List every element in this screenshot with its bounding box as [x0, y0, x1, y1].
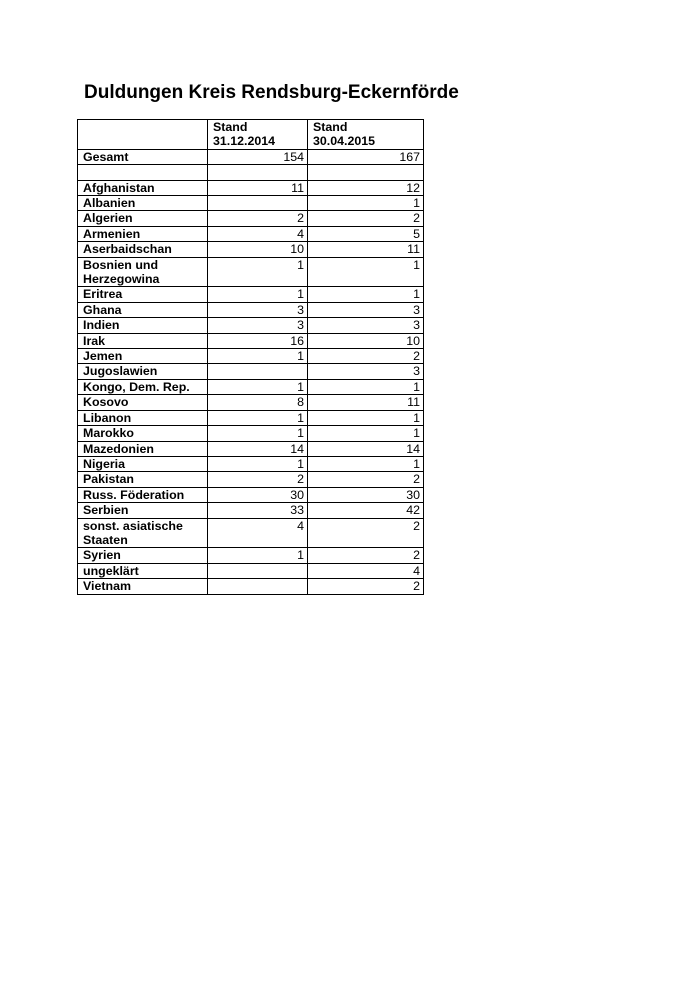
count-2015-cell: 2	[308, 518, 424, 548]
header-stand-2014-date: 31.12.2014	[213, 134, 276, 149]
count-2015-cell: 11	[308, 395, 424, 410]
table-row	[78, 579, 424, 594]
count-2014-cell	[208, 196, 308, 211]
table-row	[78, 441, 424, 456]
table-row	[78, 548, 424, 563]
header-stand-2014	[208, 120, 308, 150]
header-stand-2015-label: Stand	[313, 120, 348, 134]
country-cell: Afghanistan	[78, 180, 208, 195]
count-2015-cell: 1	[308, 410, 424, 425]
table-row	[78, 426, 424, 441]
count-2015-cell: 5	[308, 226, 424, 241]
count-2015-cell: 167	[308, 149, 424, 164]
count-2015-cell: 30	[308, 487, 424, 502]
count-2014-cell: 3	[208, 318, 308, 333]
table-row	[78, 456, 424, 471]
table-row	[78, 349, 424, 364]
country-cell: Algerien	[78, 211, 208, 226]
count-2015-cell	[308, 165, 424, 180]
table-row	[78, 211, 424, 226]
table-row	[78, 395, 424, 410]
header-corner-cell	[78, 120, 208, 150]
count-2015-cell: 4	[308, 563, 424, 578]
header-stand-2014-label: Stand	[213, 120, 248, 134]
country-cell: Russ. Föderation	[78, 487, 208, 502]
count-2015-cell: 1	[308, 287, 424, 302]
country-cell: Kosovo	[78, 395, 208, 410]
count-2014-cell: 2	[208, 211, 308, 226]
country-cell: Nigeria	[78, 456, 208, 471]
table-body	[78, 149, 424, 594]
country-cell: sonst. asiatische Staaten	[78, 518, 208, 548]
count-2014-cell: 3	[208, 302, 308, 317]
count-2015-cell: 1	[308, 379, 424, 394]
country-cell: Syrien	[78, 548, 208, 563]
count-2015-cell: 3	[308, 302, 424, 317]
count-2014-cell: 1	[208, 548, 308, 563]
count-2014-cell: 154	[208, 149, 308, 164]
country-cell: Bosnien und Herzegowina	[78, 257, 208, 287]
header-stand-2015-date: 30.04.2015	[313, 134, 376, 149]
table-row	[78, 563, 424, 578]
count-2014-cell	[208, 579, 308, 594]
country-cell: ungeklärt	[78, 563, 208, 578]
count-2014-cell: 4	[208, 226, 308, 241]
count-2015-cell: 2	[308, 211, 424, 226]
page-title: Duldungen Kreis Rendsburg-Eckernförde	[84, 82, 459, 103]
count-2014-cell: 2	[208, 472, 308, 487]
country-cell: Kongo, Dem. Rep.	[78, 379, 208, 394]
table-row	[78, 165, 424, 180]
table-row	[78, 503, 424, 518]
count-2014-cell	[208, 563, 308, 578]
country-cell: Armenien	[78, 226, 208, 241]
table-row	[78, 318, 424, 333]
table-row	[78, 379, 424, 394]
count-2015-cell: 12	[308, 180, 424, 195]
count-2014-cell: 14	[208, 441, 308, 456]
table-row	[78, 364, 424, 379]
count-2014-cell: 30	[208, 487, 308, 502]
country-cell: Marokko	[78, 426, 208, 441]
country-cell: Eritrea	[78, 287, 208, 302]
count-2015-cell: 1	[308, 426, 424, 441]
country-cell: Gesamt	[78, 149, 208, 164]
country-cell: Serbien	[78, 503, 208, 518]
count-2014-cell: 1	[208, 456, 308, 471]
count-2015-cell: 14	[308, 441, 424, 456]
count-2015-cell: 11	[308, 242, 424, 257]
table-row	[78, 487, 424, 502]
country-cell: Vietnam	[78, 579, 208, 594]
count-2014-cell: 8	[208, 395, 308, 410]
table-row	[78, 257, 424, 287]
country-cell: Albanien	[78, 196, 208, 211]
country-cell: Indien	[78, 318, 208, 333]
count-2015-cell: 2	[308, 548, 424, 563]
count-2014-cell: 1	[208, 349, 308, 364]
count-2014-cell: 4	[208, 518, 308, 548]
count-2014-cell: 1	[208, 410, 308, 425]
table-row	[78, 518, 424, 548]
count-2015-cell: 1	[308, 257, 424, 287]
table-row	[78, 242, 424, 257]
country-cell: Libanon	[78, 410, 208, 425]
count-2015-cell: 2	[308, 349, 424, 364]
duldungen-table	[77, 119, 424, 595]
header-stand-2015	[308, 120, 424, 150]
count-2015-cell: 2	[308, 472, 424, 487]
count-2014-cell: 10	[208, 242, 308, 257]
count-2015-cell: 3	[308, 318, 424, 333]
count-2014-cell: 1	[208, 426, 308, 441]
count-2015-cell: 2	[308, 579, 424, 594]
table-row	[78, 180, 424, 195]
count-2014-cell: 16	[208, 333, 308, 348]
count-2014-cell	[208, 165, 308, 180]
table-row	[78, 226, 424, 241]
country-cell: Jugoslawien	[78, 364, 208, 379]
count-2015-cell: 1	[308, 196, 424, 211]
count-2014-cell: 1	[208, 287, 308, 302]
count-2015-cell: 42	[308, 503, 424, 518]
count-2014-cell: 11	[208, 180, 308, 195]
count-2015-cell: 10	[308, 333, 424, 348]
table-header-row	[78, 120, 424, 150]
count-2014-cell: 1	[208, 257, 308, 287]
table-row	[78, 149, 424, 164]
table-row	[78, 410, 424, 425]
count-2014-cell: 1	[208, 379, 308, 394]
country-cell	[78, 165, 208, 180]
count-2014-cell	[208, 364, 308, 379]
count-2015-cell: 3	[308, 364, 424, 379]
country-cell: Aserbaidschan	[78, 242, 208, 257]
table-row	[78, 196, 424, 211]
table-row	[78, 472, 424, 487]
table-row	[78, 333, 424, 348]
count-2015-cell: 1	[308, 456, 424, 471]
country-cell: Jemen	[78, 349, 208, 364]
table-row	[78, 287, 424, 302]
country-cell: Mazedonien	[78, 441, 208, 456]
count-2014-cell: 33	[208, 503, 308, 518]
country-cell: Irak	[78, 333, 208, 348]
country-cell: Pakistan	[78, 472, 208, 487]
table-row	[78, 302, 424, 317]
country-cell: Ghana	[78, 302, 208, 317]
